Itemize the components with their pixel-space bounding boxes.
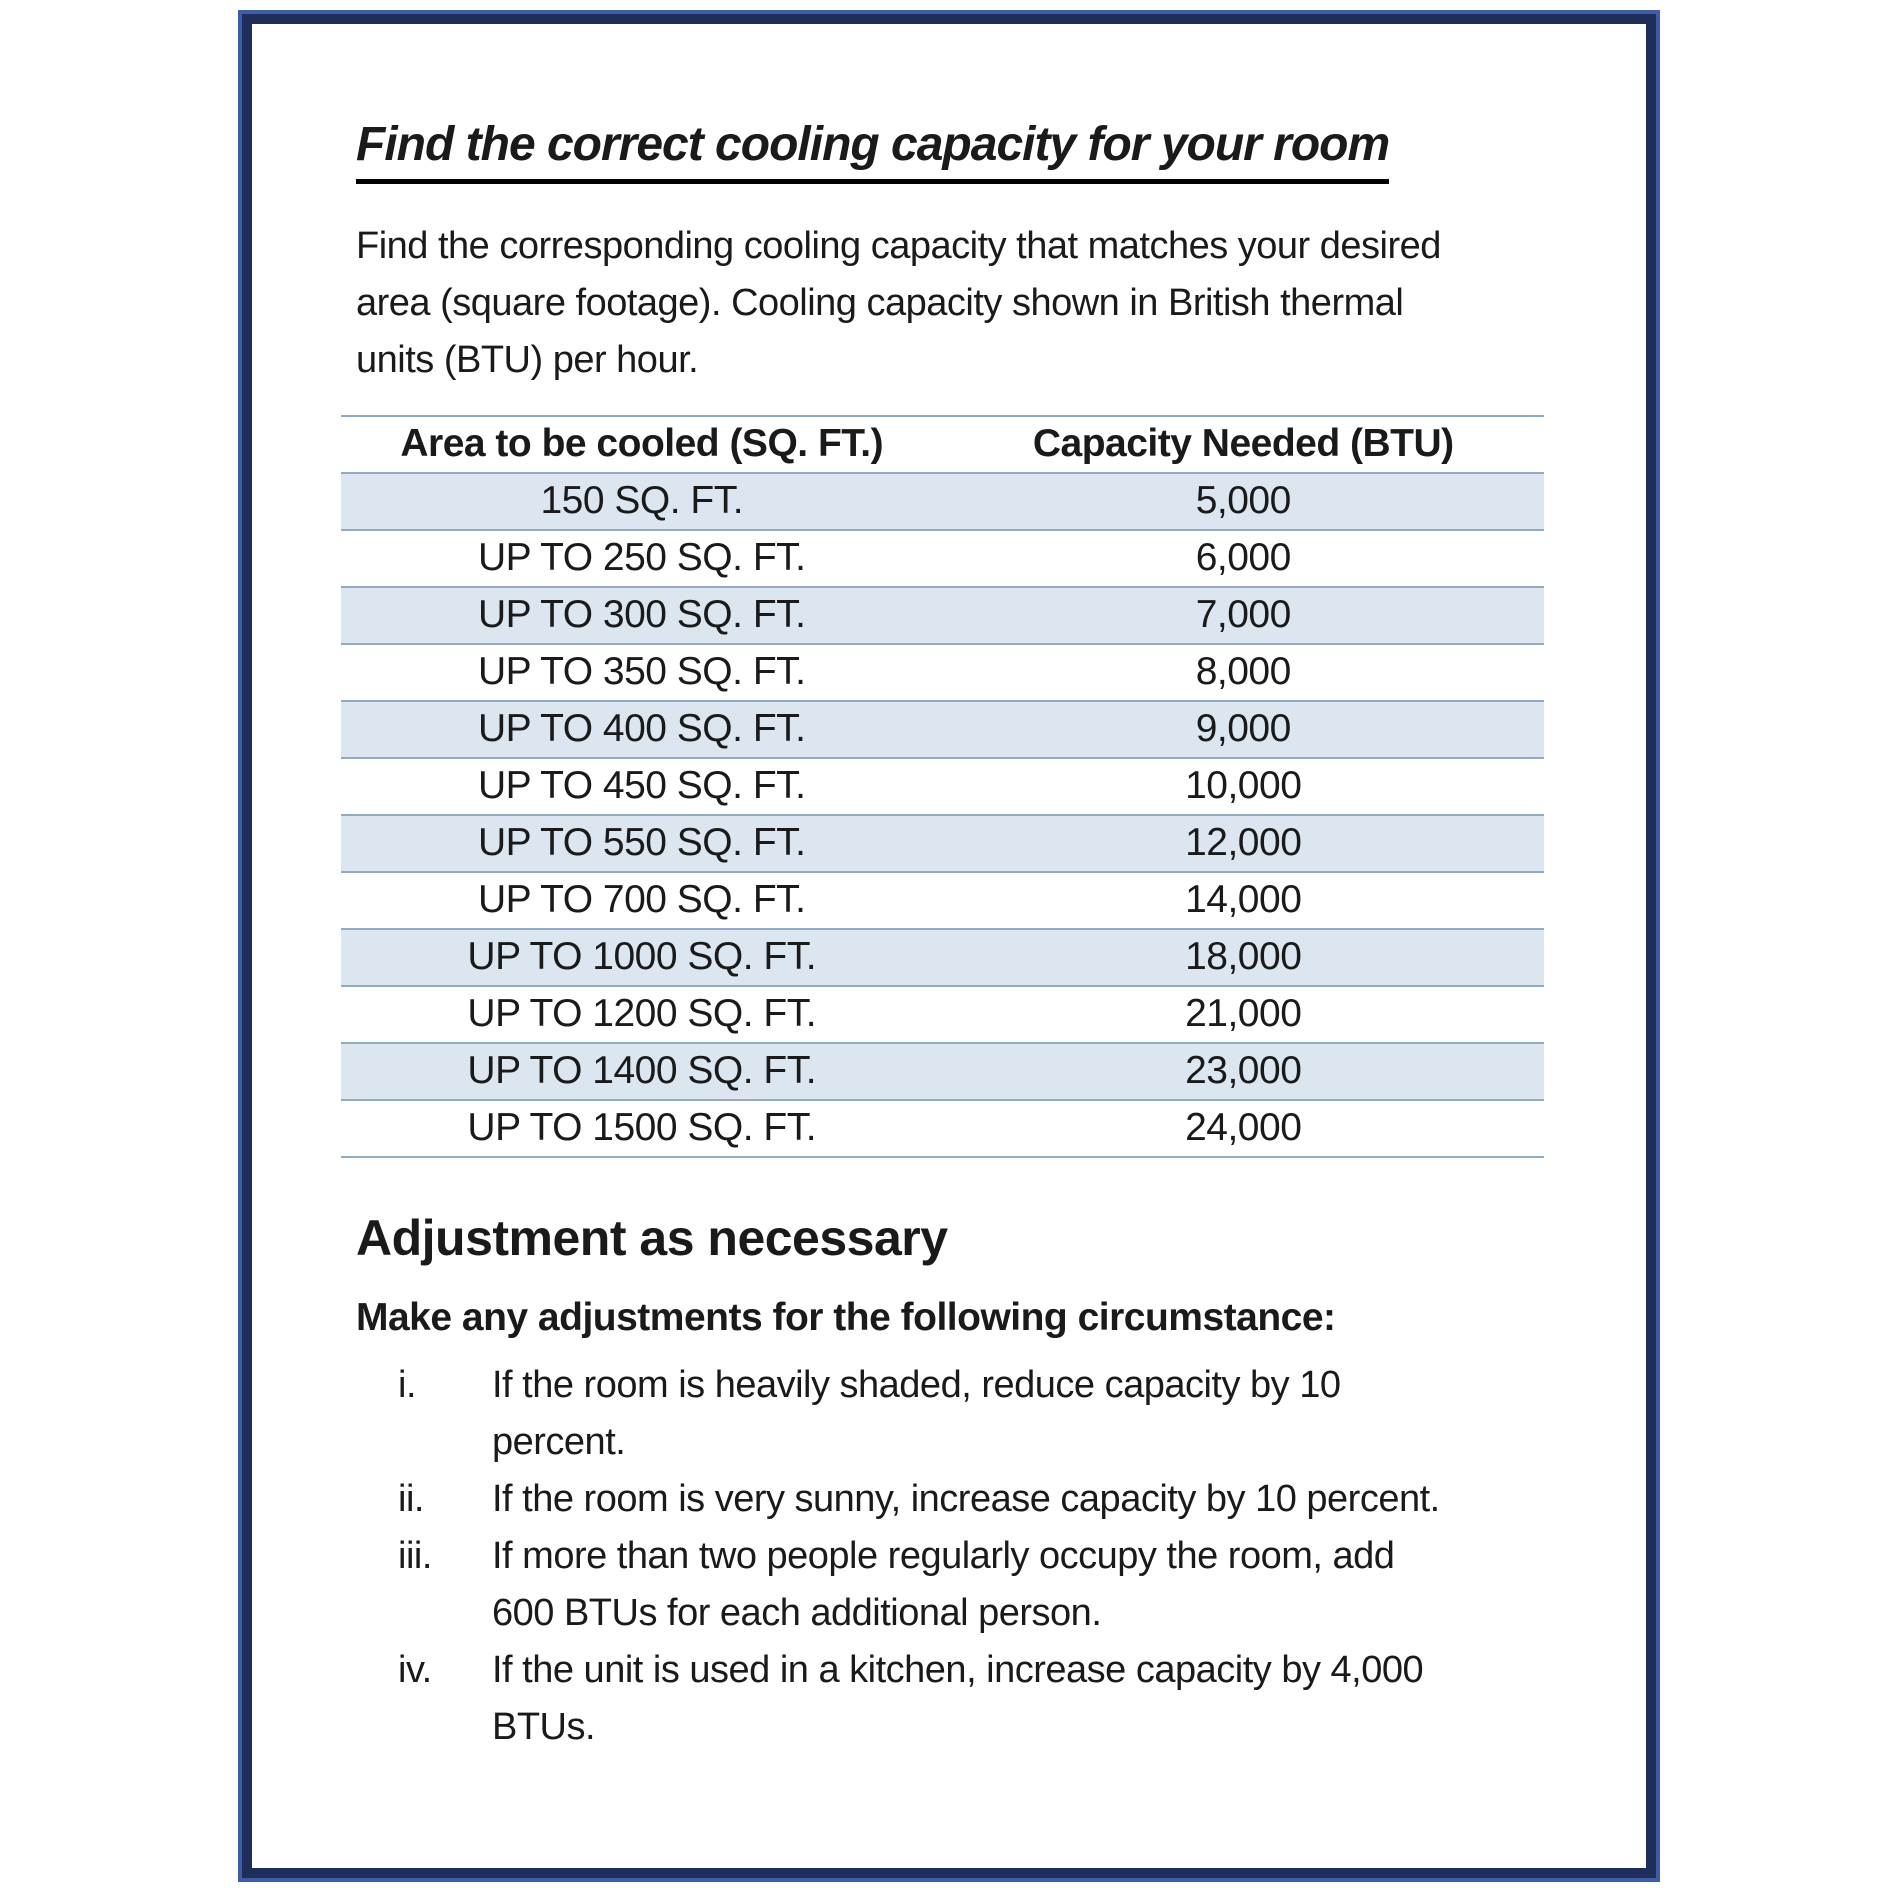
area-cell: UP TO 1000 SQ. FT. xyxy=(341,929,943,986)
list-item-text xyxy=(492,1528,1606,1642)
list-item xyxy=(356,1357,1606,1471)
area-column-header: Area to be cooled (SQ. FT.) xyxy=(341,416,943,473)
capacity-cell: 8,000 xyxy=(943,644,1545,701)
list-item-line: If the room is very sunny, increase capacity by 10 percent. xyxy=(492,1478,1440,1521)
intro-line: Find the corresponding cooling capacity that matches your desired xyxy=(356,224,1441,267)
list-item-line: If the room is heavily shaded, reduce capacity by 10 xyxy=(492,1364,1341,1407)
table-row xyxy=(341,1100,1544,1157)
list-item-number: iii. xyxy=(398,1535,432,1578)
capacity-cell: 6,000 xyxy=(943,530,1545,587)
list-item-line: percent. xyxy=(492,1421,626,1464)
table-row xyxy=(341,473,1544,530)
area-cell: UP TO 1400 SQ. FT. xyxy=(341,1043,943,1100)
table-row xyxy=(341,929,1544,986)
page-title-text: Find the correct cooling capacity for your room xyxy=(356,116,1389,184)
adjustment-lead: Make any adjustments for the following circumstance: xyxy=(356,1296,1336,1340)
area-cell: UP TO 700 SQ. FT. xyxy=(341,872,943,929)
table-row xyxy=(341,701,1544,758)
capacity-cell: 12,000 xyxy=(943,815,1545,872)
area-cell: UP TO 450 SQ. FT. xyxy=(341,758,943,815)
capacity-cell: 23,000 xyxy=(943,1043,1545,1100)
list-item-line: If the unit is used in a kitchen, increase capacity by 4,000 xyxy=(492,1649,1424,1692)
capacity-cell: 21,000 xyxy=(943,986,1545,1043)
capacity-column-header: Capacity Needed (BTU) xyxy=(943,416,1545,473)
capacity-cell: 14,000 xyxy=(943,872,1545,929)
capacity-cell: 10,000 xyxy=(943,758,1545,815)
cooling-capacity-table xyxy=(341,415,1544,1158)
intro-paragraph xyxy=(356,218,1606,389)
adjustment-heading: Adjustment as necessary xyxy=(356,1209,948,1266)
list-item xyxy=(356,1642,1606,1756)
list-item-text xyxy=(492,1357,1606,1471)
list-item-number: iv. xyxy=(398,1649,432,1692)
capacity-cell: 24,000 xyxy=(943,1100,1545,1157)
table-row xyxy=(341,644,1544,701)
capacity-cell: 7,000 xyxy=(943,587,1545,644)
list-item-line: 600 BTUs for each additional person. xyxy=(492,1592,1102,1635)
capacity-cell: 9,000 xyxy=(943,701,1545,758)
area-cell: UP TO 350 SQ. FT. xyxy=(341,644,943,701)
intro-line: units (BTU) per hour. xyxy=(356,338,699,381)
list-item-text xyxy=(492,1642,1606,1756)
list-item-line: If more than two people regularly occupy the room, add xyxy=(492,1535,1395,1578)
list-item-line: BTUs. xyxy=(492,1706,596,1749)
area-cell: UP TO 250 SQ. FT. xyxy=(341,530,943,587)
area-cell: UP TO 400 SQ. FT. xyxy=(341,701,943,758)
table-row xyxy=(341,872,1544,929)
area-cell: UP TO 1500 SQ. FT. xyxy=(341,1100,943,1157)
capacity-cell: 18,000 xyxy=(943,929,1545,986)
document-page xyxy=(252,24,1646,1868)
area-cell: UP TO 1200 SQ. FT. xyxy=(341,986,943,1043)
table-row xyxy=(341,587,1544,644)
adjustment-list xyxy=(356,1357,1606,1756)
list-item-text xyxy=(492,1471,1606,1528)
list-item xyxy=(356,1471,1606,1528)
list-item xyxy=(356,1528,1606,1642)
table-row xyxy=(341,986,1544,1043)
table-row xyxy=(341,1043,1544,1100)
document-frame-inner xyxy=(242,14,1656,1878)
list-item-number: i. xyxy=(398,1364,416,1407)
table-header-row xyxy=(341,416,1544,473)
page-title xyxy=(356,116,1606,184)
list-item-number: ii. xyxy=(398,1478,424,1521)
area-cell: 150 SQ. FT. xyxy=(341,473,943,530)
area-cell: UP TO 300 SQ. FT. xyxy=(341,587,943,644)
table-row xyxy=(341,530,1544,587)
document-frame xyxy=(238,10,1660,1882)
area-cell: UP TO 550 SQ. FT. xyxy=(341,815,943,872)
table-row xyxy=(341,815,1544,872)
table-row xyxy=(341,758,1544,815)
intro-line: area (square footage). Cooling capacity shown in British thermal xyxy=(356,281,1404,324)
capacity-cell: 5,000 xyxy=(943,473,1545,530)
